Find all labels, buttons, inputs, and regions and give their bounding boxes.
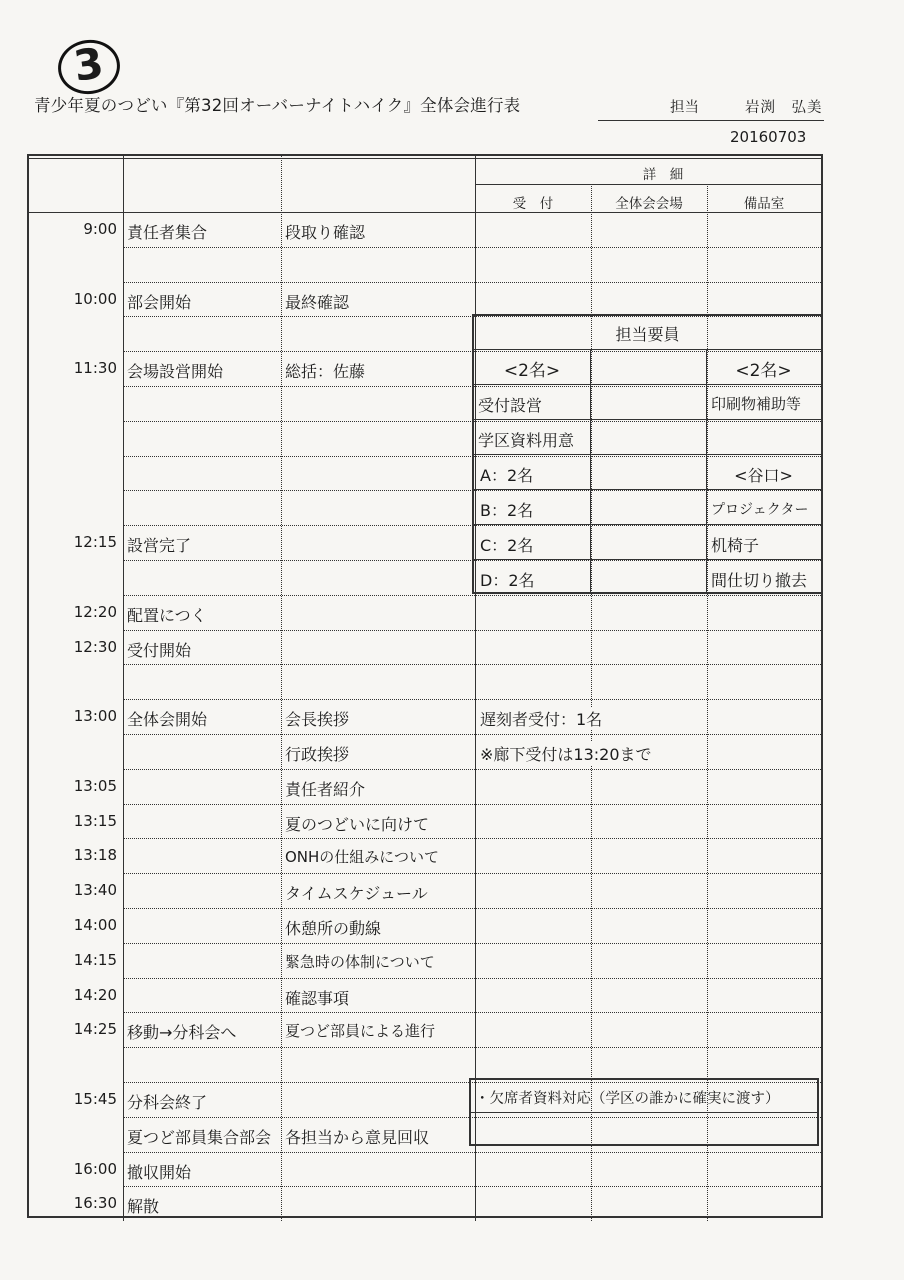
row-rule [123,769,821,770]
absentee-note: ・欠席者資料対応（学区の誰かに確実に渡す） [475,1091,780,1107]
row-rule [123,664,821,665]
detail-header: 詳 細 [642,167,684,183]
row-content: 夏つど部員による進行 [285,1022,436,1041]
subheader-storage: 備品室 [743,196,785,212]
absentee-box [469,1078,819,1146]
row-time: 12:15 [73,533,117,552]
row-time: 9:00 [83,220,117,238]
row-event: 責任者集合 [127,223,208,242]
row-time: 15:45 [73,1090,117,1108]
staff-right-count: <2名> [735,361,792,381]
row-content: 確認事項 [285,988,350,1008]
row-time: 13:05 [73,776,117,795]
document-date: 20160703 [730,128,807,146]
row-content: 緊急時の体制について [285,952,435,971]
staff-box [472,314,823,594]
row-content: 夏のつどいに向けて [285,814,430,834]
row-rule [123,699,821,700]
row-time: 13:00 [73,707,117,726]
staff-left-item: C：2名 [480,536,534,555]
row-rule [123,1186,821,1187]
row-event: 全体会開始 [127,710,208,730]
row-content: 段取り確認 [285,223,366,242]
row-content: 総括：佐藤 [285,362,366,382]
person-name: 岩渕 弘美 [745,100,823,116]
row-time: 13:40 [73,881,117,900]
row-event: 受付開始 [127,640,192,660]
row-rule [123,282,821,283]
row-event: 夏つど部員集合部会 [127,1127,272,1147]
row-time: 11:30 [73,359,117,378]
page-number-circle: 3 [55,36,124,98]
person-label: 担当 [670,100,699,116]
row-rule [123,734,821,735]
row-content: 責任者紹介 [285,779,366,799]
row-time: 14:00 [73,916,117,934]
row-time: 13:18 [73,846,117,865]
staff-right-item: <谷口> [734,466,793,485]
row-content: 各担当から意見回収 [285,1127,430,1147]
staff-left-item: 受付設営 [478,396,543,415]
row-time: 12:20 [73,602,117,621]
table-top-rule [29,158,821,159]
staff-right-item: 間仕切り撤去 [711,571,808,590]
staff-left-item: D：2名 [480,571,535,590]
row-content: ONHの仕組みについて [285,848,440,867]
row-rule [123,804,821,805]
row-rule [123,873,821,874]
row-time: 14:15 [73,950,117,969]
row-event: 設営完了 [127,536,192,556]
staff-right-item: 机椅子 [711,536,760,555]
row-time: 14:25 [73,1020,117,1039]
staff-right-item: プロジェクター [711,502,809,518]
row-rule [123,908,821,909]
row-rule [123,838,821,839]
row-time: 14:20 [73,985,117,1004]
document-title: 青少年夏のつどい『第32回オーバーナイトハイク』全体会進行表 [34,96,521,115]
row-event: 会場設営開始 [127,362,224,382]
row-content: タイムスケジュール [285,884,428,904]
row-content: 最終確認 [285,292,350,312]
subheader-hall: 全体会会場 [615,196,683,212]
row-event: 部会開始 [127,292,192,312]
row-event: 撤収開始 [127,1162,192,1182]
row-time: 13:15 [73,811,117,830]
staff-left-item: A：2名 [480,466,534,485]
row-event: 移動→分科会へ [127,1023,237,1043]
row-event: 配置につく [127,605,207,625]
subheader-reception: 受 付 [512,196,554,212]
detail-rule [475,184,821,185]
row-rule [123,595,821,596]
row-content: 会長挨拶 [285,710,350,730]
staff-left-count: <2名> [503,361,561,381]
corridor-note: ※廊下受付は13:20まで [480,742,656,765]
row-time: 12:30 [73,637,117,656]
staff-left-item: 学区資料用意 [478,431,575,450]
row-content: 行政挨拶 [285,745,350,764]
header-rule [29,212,821,213]
staff-left-item: B：2名 [480,501,534,520]
row-time: 16:00 [73,1159,117,1178]
row-rule [123,1047,821,1048]
row-time: 16:30 [73,1194,117,1213]
late-reception-note: 遅刻者受付：1名 [480,707,606,730]
row-content: 休憩所の動線 [285,919,382,938]
row-rule [123,943,821,944]
row-time: 10:00 [73,289,117,308]
row-rule [123,1152,821,1153]
row-event: 分科会終了 [127,1093,208,1112]
staff-box-title: 担当要員 [615,325,680,344]
person-underline [598,120,824,121]
staff-right-item: 印刷物補助等 [711,395,802,413]
row-rule [123,630,821,631]
row-rule [123,247,821,248]
row-rule [123,1012,821,1013]
row-rule [123,978,821,979]
row-event: 解散 [127,1197,160,1217]
